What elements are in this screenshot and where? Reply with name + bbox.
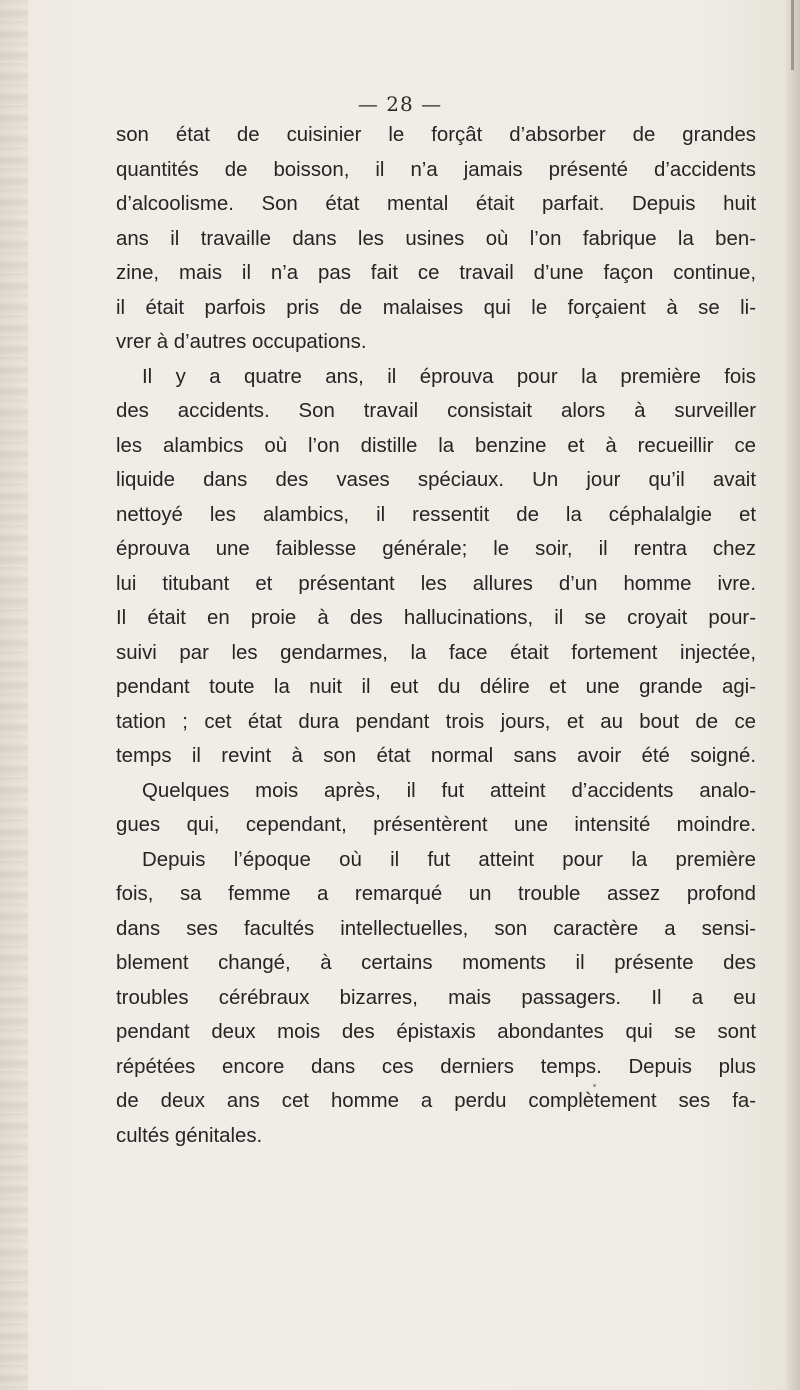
text-line: des accidents. Son travail consistait alors à surveiller — [116, 400, 756, 422]
text-line: Il était en proie à des hallucinations, il se croyait pour- — [116, 607, 756, 629]
text-line: d’alcoolisme. Son état mental était parfait. Depuis huit — [116, 193, 756, 215]
text-line: Quelques mois après, il fut atteint d’accidents analo- — [142, 779, 756, 802]
text-line: fois, sa femme a remarqué un trouble assez profond — [116, 883, 756, 905]
text-line: suivi par les gendarmes, la face était fortement injectée, — [116, 641, 756, 664]
text-line: répétées encore dans ces derniers temps. Depuis plus — [116, 1055, 756, 1078]
text-line: quantités de boisson, il n’a jamais présenté d’accidents — [116, 158, 756, 181]
page-outer-edge — [786, 0, 800, 1390]
text-line: pendant deux mois des épistaxis abondantes qui se sont — [116, 1021, 756, 1043]
text-line: cultés génitales. — [116, 1124, 263, 1147]
text-line: de deux ans cet homme a perdu complètement ses fa- — [116, 1090, 756, 1112]
text-line: temps il revint à son état normal sans avoir été soigné. — [116, 745, 756, 767]
text-line: Il y a quatre ans, il éprouva pour la première fois — [142, 365, 756, 388]
text-line: ans il travaille dans les usines où l’on fabrique la ben- — [116, 227, 756, 250]
text-line: troubles cérébraux bizarres, mais passagers. Il a eu — [116, 986, 756, 1009]
text-line: il était parfois pris de malaises qui le forçaient à se li- — [116, 296, 756, 319]
text-line: lui titubant et présentant les allures d’un homme ivre. — [116, 572, 756, 595]
text-line: gues qui, cependant, présentèrent une intensité moindre. — [116, 814, 756, 836]
text-line: vrer à d’autres occupations. — [116, 331, 367, 353]
text-line: les alambics où l’on distille la benzine et à recueillir ce — [116, 434, 756, 457]
text-line: dans ses facultés intellectuelles, son caractère a sensi- — [116, 917, 756, 940]
text-line: nettoyé les alambics, il ressentit de la céphalalgie et — [116, 503, 756, 526]
text-line: tation ; cet état dura pendant trois jours, et au bout de ce — [116, 710, 756, 733]
text-line: blement changé, à certains moments il présente des — [116, 952, 756, 974]
edge-mark — [791, 0, 794, 70]
page-number: — 28 — — [357, 92, 443, 116]
body-text — [116, 118, 756, 1153]
text-line: son état de cuisinier le forçât d’absorber de grandes — [116, 124, 756, 146]
paper-speck — [593, 1084, 596, 1087]
text-line: liquide dans des vases spéciaux. Un jour qu’il avait — [116, 469, 756, 491]
page-binding-edge — [0, 0, 28, 1390]
text-line: Depuis l’époque où il fut atteint pour la première — [142, 848, 756, 871]
text-line: éprouva une faiblesse générale; le soir, il rentra chez — [116, 538, 756, 560]
text-line: zine, mais il n’a pas fait ce travail d’une façon continue, — [116, 262, 756, 284]
text-line: pendant toute la nuit il eut du délire et une grande agi- — [116, 676, 756, 698]
